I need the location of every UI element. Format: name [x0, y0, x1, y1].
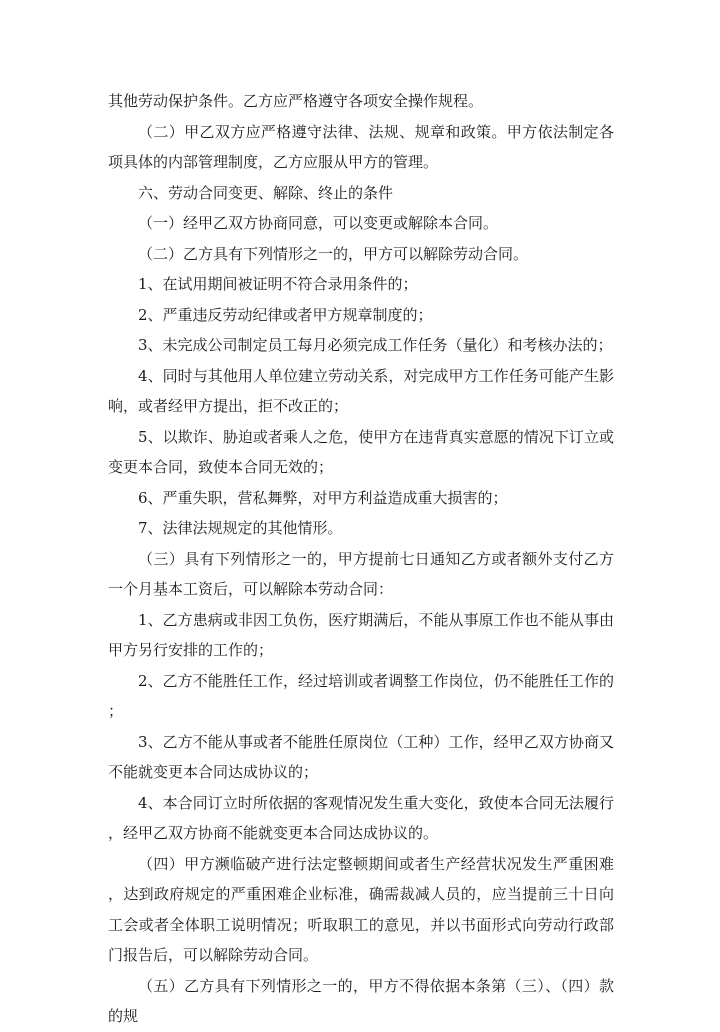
list-item: 1、在试用期间被证明不符合录用条件的；	[138, 275, 418, 293]
paragraph-1: 其他劳动保护条件。乙方应严格遵守各项安全操作规程。	[108, 92, 484, 110]
paragraph-5: （二）乙方具有下列情形之一的，甲方可以解除劳动合同。	[138, 244, 529, 263]
paragraph-13: （三）具有下列情形之一的，甲方提前七日通知乙方或者额外支付乙方一个月基本工资后，可以解除本劳动合同：	[108, 549, 614, 598]
document-body	[108, 86, 614, 1032]
list-item: 2、乙方不能胜任工作，经过培训或者调整工作岗位，仍不能胜任工作的；	[108, 671, 614, 720]
list-item: 4、同时与其他用人单位建立劳动关系，对完成甲方工作任务可能产生影响，或者经甲方提出，拒不改正的；	[108, 366, 614, 415]
paragraph-18: （四）甲方濒临破产进行法定整顿期间或者生产经营状况发生严重困难，达到政府规定的严重困难企业标准，确需裁减人员的，应当提前三十日向工会或者全体职工说明情况；听取职工的意见，并以书面形式向劳动行政部门报告后，可以解除劳动合同。	[108, 854, 614, 964]
list-item: 2、严重违反劳动纪律或者甲方规章制度的；	[138, 305, 433, 324]
paragraph-2: （二）甲乙双方应严格遵守法律、法规、规章和政策。甲方依法制定各项具体的内部管理制度，乙方应服从甲方的管理。	[108, 122, 614, 171]
paragraph-19: （五）乙方具有下列情形之一的，甲方不得依据本条第（三）、（四）款的规	[108, 976, 614, 1025]
list-item: 1、乙方患病或非因工负伤，医疗期满后，不能从事原工作也不能从事由甲方另行安排的工作的；	[108, 610, 614, 659]
section-heading: 六、劳动合同变更、解除、终止的条件	[138, 183, 394, 202]
list-item: 7、法律法规规定的其他情形。	[138, 519, 343, 537]
list-item: 6、严重失职，营私舞弊，对甲方利益造成重大损害的；	[138, 488, 508, 507]
list-item: 3、未完成公司制定员工每月必须完成工作任务（量化）和考核办法的；	[138, 336, 613, 354]
paragraph-4: （一）经甲乙双方协商同意，可以变更或解除本合同。	[138, 214, 499, 232]
list-item: 3、乙方不能从事或者不能胜任原岗位（工种）工作，经甲乙双方协商又不能就变更本合同达成协议的；	[108, 732, 614, 781]
list-item: 5、以欺诈、胁迫或者乘人之危，使甲方在违背真实意愿的情况下订立或变更本合同，致使本合同无效的；	[108, 427, 614, 476]
list-item: 4、本合同订立时所依据的客观情况发生重大变化，致使本合同无法履行，经甲乙双方协商不能就变更本合同达成协议的。	[108, 793, 614, 842]
